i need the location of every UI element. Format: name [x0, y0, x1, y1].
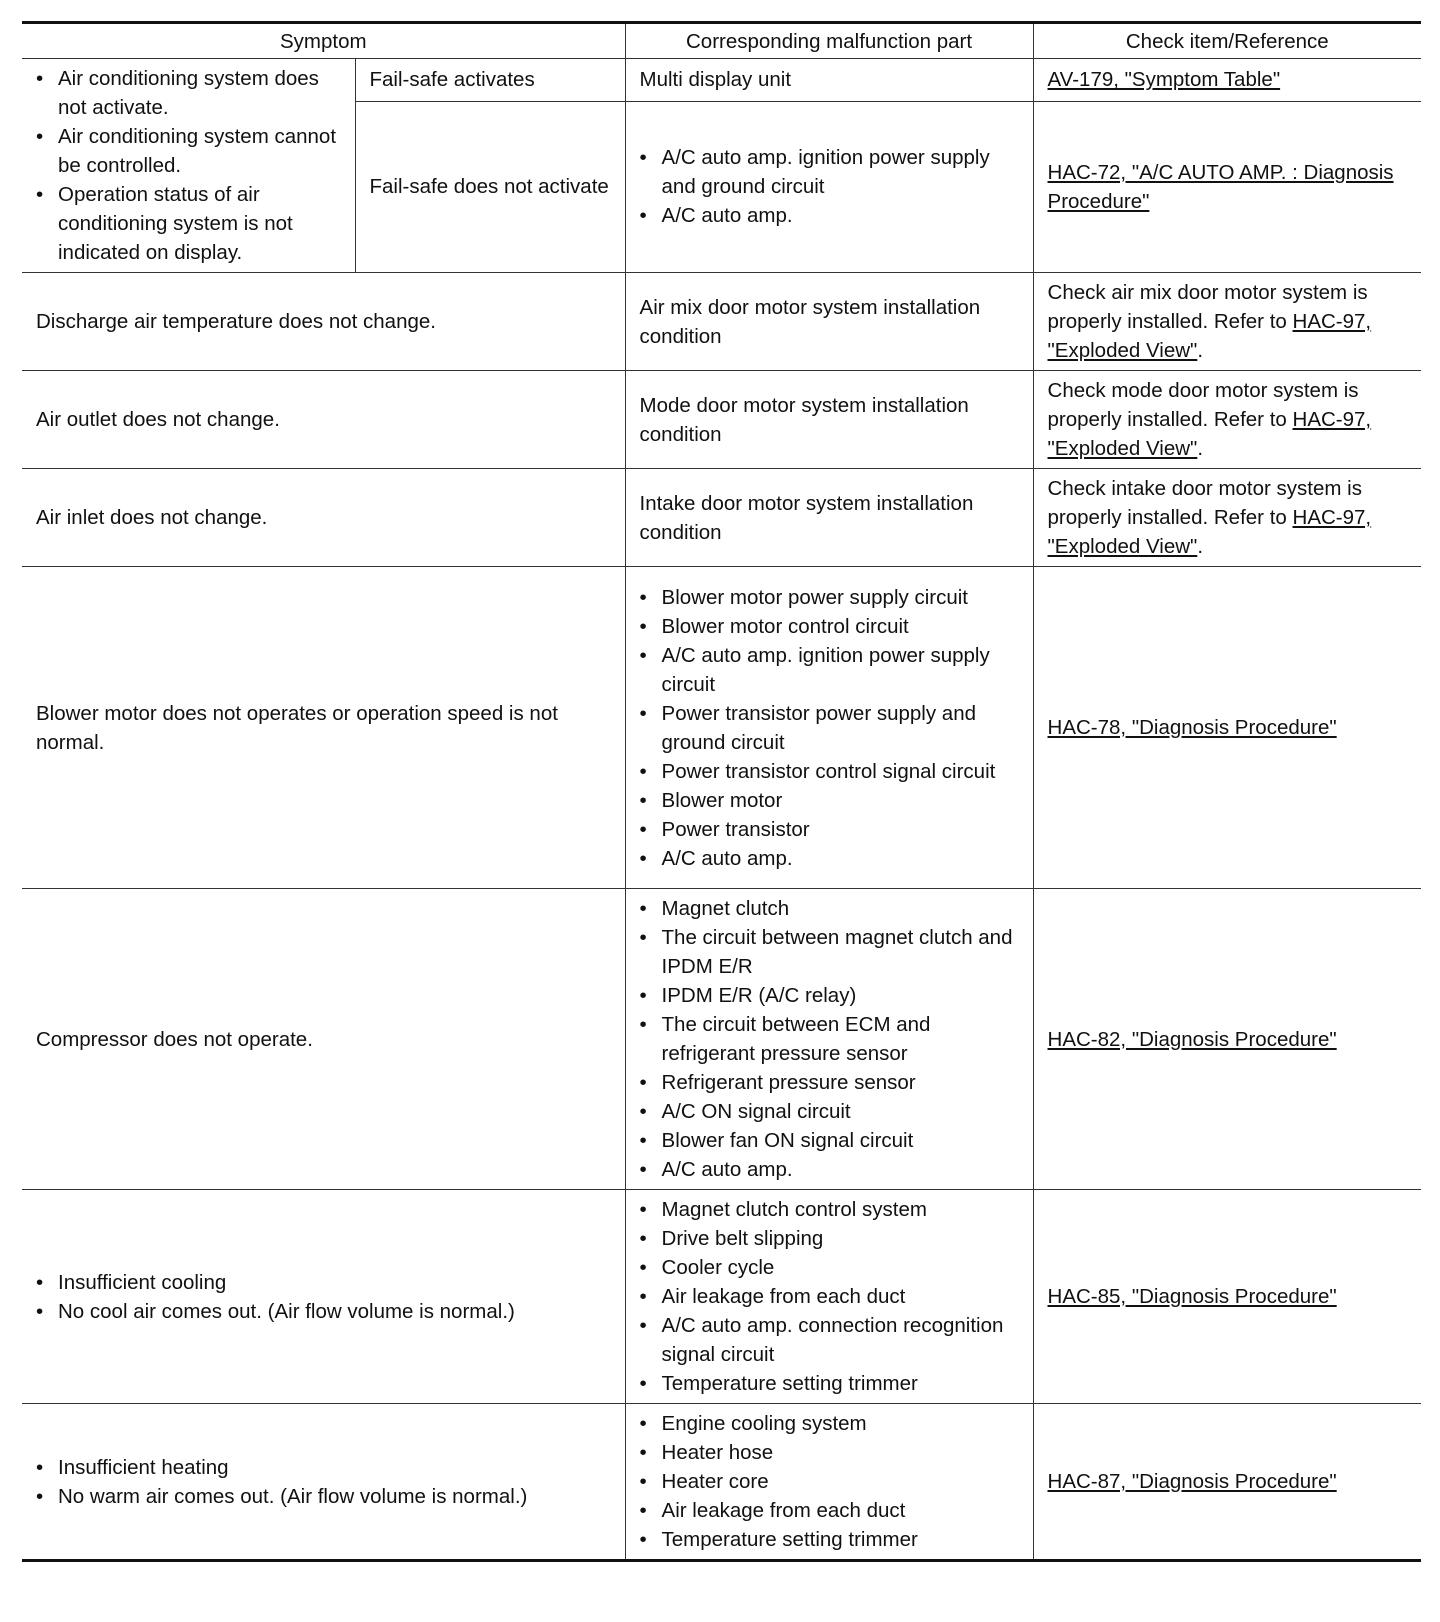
- condition-cell: Fail-safe does not activate: [355, 101, 625, 272]
- header-row: [22, 23, 1421, 59]
- malfunction-cell: Intake door motor system installation condition: [625, 469, 1033, 567]
- symptom-cell: Air inlet does not change.: [22, 469, 625, 567]
- list-item: • The circuit between ECM and refrigerant pressure sensor: [640, 1010, 1019, 1068]
- symptom-list: [36, 1453, 611, 1511]
- malfunction-cell: Air mix door motor system installation condition: [625, 273, 1033, 371]
- reference-cell: [1033, 273, 1421, 371]
- reference-cell: [1033, 889, 1421, 1190]
- symptom-cell: [22, 1404, 625, 1561]
- symptom-cell: [22, 59, 355, 273]
- symptom-cell: Compressor does not operate.: [22, 889, 625, 1190]
- header-symptom: Symptom: [22, 23, 625, 59]
- symptom-cell: [22, 1190, 625, 1404]
- malfunction-cell: [625, 1190, 1033, 1404]
- reference-cell: [1033, 1190, 1421, 1404]
- period: .: [1197, 535, 1204, 558]
- symptom-list: [36, 64, 341, 267]
- list-item: • Blower motor power supply circuit: [640, 583, 1019, 612]
- list-item: • A/C auto amp. connection recognition signal circuit: [640, 1311, 1019, 1369]
- list-item: • Heater hose: [640, 1438, 1019, 1467]
- period: .: [1197, 339, 1204, 362]
- reference-cell: [1033, 371, 1421, 469]
- list-item: • No cool air comes out. (Air flow volume is normal.): [36, 1297, 611, 1326]
- list-item: • Drive belt slipping: [640, 1224, 1019, 1253]
- check-text: Check mode door motor system is properly installed. Refer to: [1047, 379, 1359, 431]
- reference-cell: [1033, 469, 1421, 567]
- list-item: • A/C auto amp.: [640, 201, 1019, 230]
- reference-link[interactable]: HAC-85, "Diagnosis Procedure": [1047, 1285, 1337, 1308]
- reference-cell: [1033, 1404, 1421, 1561]
- header-check: Check item/Reference: [1033, 23, 1421, 59]
- part-list: [640, 143, 1019, 230]
- malfunction-cell: [625, 567, 1033, 889]
- list-item: • Blower fan ON signal circuit: [640, 1126, 1019, 1155]
- list-item: • IPDM E/R (A/C relay): [640, 981, 1019, 1010]
- malfunction-cell: [625, 101, 1033, 272]
- table-row: [22, 567, 1421, 889]
- list-item: • Heater core: [640, 1467, 1019, 1496]
- list-item: • The circuit between magnet clutch and IPDM E/R: [640, 923, 1019, 981]
- list-item: • A/C ON signal circuit: [640, 1097, 1019, 1126]
- header-malfunction: Corresponding malfunction part: [625, 23, 1033, 59]
- reference-link[interactable]: HAC-72, "A/C AUTO AMP. : Diagnosis Procedure": [1047, 160, 1394, 213]
- check-text: Check air mix door motor system is properly installed. Refer to: [1047, 281, 1368, 333]
- list-item: • A/C auto amp. ignition power supply and ground circuit: [640, 143, 1019, 201]
- list-item: • Power transistor power supply and ground circuit: [640, 699, 1019, 757]
- part-list: [640, 583, 1019, 873]
- list-item: • Air leakage from each duct: [640, 1282, 1019, 1311]
- part-list: [640, 894, 1019, 1184]
- list-item: • A/C auto amp.: [640, 844, 1019, 873]
- list-item: • Magnet clutch control system: [640, 1195, 1019, 1224]
- list-item: • Blower motor: [640, 786, 1019, 815]
- reference-cell: [1033, 567, 1421, 889]
- malfunction-cell: [625, 889, 1033, 1190]
- list-item: • Cooler cycle: [640, 1253, 1019, 1282]
- table-row: [22, 273, 1421, 371]
- list-item: • A/C auto amp.: [640, 1155, 1019, 1184]
- malfunction-cell: Mode door motor system installation condition: [625, 371, 1033, 469]
- list-item: • Blower motor control circuit: [640, 612, 1019, 641]
- symptom-list: [36, 1268, 611, 1326]
- reference-cell: [1033, 101, 1421, 272]
- list-item: • Operation status of air conditioning system is not indicated on display.: [36, 180, 341, 267]
- list-item: • Air leakage from each duct: [640, 1496, 1019, 1525]
- list-item: • Power transistor: [640, 815, 1019, 844]
- list-item: • Refrigerant pressure sensor: [640, 1068, 1019, 1097]
- part-list: [640, 1195, 1019, 1398]
- part-list: [640, 1409, 1019, 1554]
- table-row: [22, 1404, 1421, 1561]
- list-item: • A/C auto amp. ignition power supply circuit: [640, 641, 1019, 699]
- reference-link[interactable]: HAC-97, "Exploded View": [1047, 506, 1372, 558]
- table-row: [22, 889, 1421, 1190]
- condition-cell: Fail-safe activates: [355, 59, 625, 102]
- table-row: [22, 371, 1421, 469]
- reference-link[interactable]: HAC-97, "Exploded View": [1047, 310, 1372, 362]
- reference-link[interactable]: HAC-87, "Diagnosis Procedure": [1047, 1470, 1337, 1493]
- reference-link[interactable]: AV-179, "Symptom Table": [1047, 68, 1281, 92]
- list-item: • No warm air comes out. (Air flow volume is normal.): [36, 1482, 611, 1511]
- reference-link[interactable]: HAC-78, "Diagnosis Procedure": [1047, 716, 1337, 739]
- symptom-table: [22, 21, 1421, 1562]
- table-row: [22, 59, 1421, 102]
- list-item: • Temperature setting trimmer: [640, 1525, 1019, 1554]
- symptom-cell: Air outlet does not change.: [22, 371, 625, 469]
- period: .: [1197, 437, 1204, 460]
- malfunction-cell: Multi display unit: [625, 59, 1033, 102]
- table-row: [22, 469, 1421, 567]
- malfunction-cell: [625, 1404, 1033, 1561]
- list-item: • Air conditioning system does not activate.: [36, 64, 341, 122]
- list-item: • Insufficient cooling: [36, 1268, 611, 1297]
- check-text: Check intake door motor system is properly installed. Refer to: [1047, 477, 1362, 529]
- table-row: [22, 1190, 1421, 1404]
- reference-link[interactable]: HAC-82, "Diagnosis Procedure": [1047, 1027, 1337, 1051]
- reference-cell: [1033, 59, 1421, 102]
- list-item: • Magnet clutch: [640, 894, 1019, 923]
- symptom-cell: Discharge air temperature does not change.: [22, 273, 625, 371]
- symptom-cell: Blower motor does not operates or operation speed is not normal.: [22, 567, 625, 889]
- list-item: • Engine cooling system: [640, 1409, 1019, 1438]
- reference-link[interactable]: HAC-97, "Exploded View": [1047, 408, 1372, 460]
- list-item: • Air conditioning system cannot be controlled.: [36, 122, 341, 180]
- list-item: • Temperature setting trimmer: [640, 1369, 1019, 1398]
- list-item: • Insufficient heating: [36, 1453, 611, 1482]
- list-item: • Power transistor control signal circuit: [640, 757, 1019, 786]
